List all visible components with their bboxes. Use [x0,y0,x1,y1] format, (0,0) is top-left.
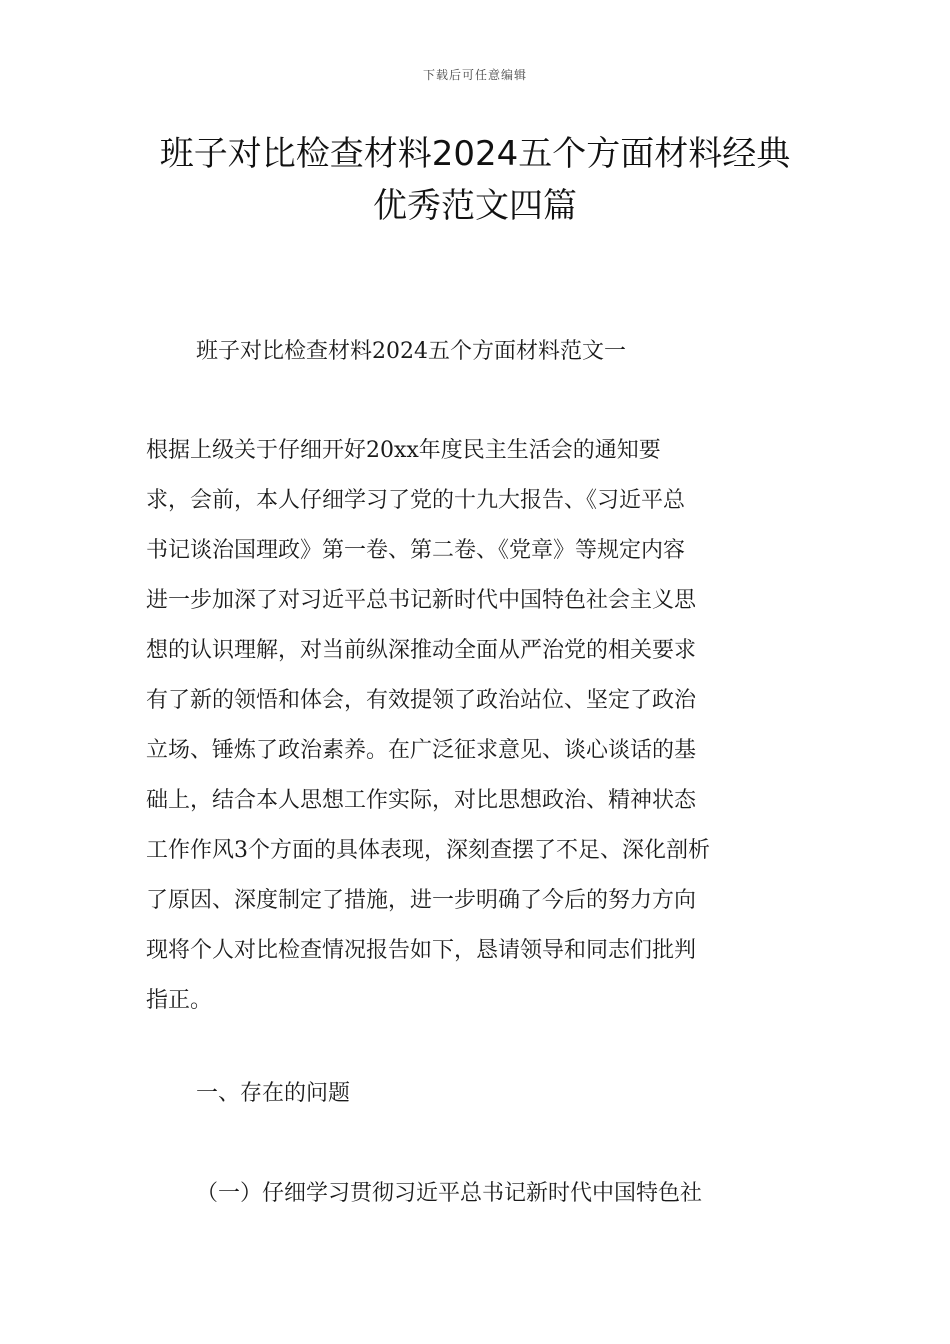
body-line: 指正。 [146,988,213,1013]
article-subtitle: 班子对比检查材料2024五个方面材料范文一 [196,339,626,364]
header-note: 下载后可任意编辑 [422,68,527,82]
body-line: 立场、锤炼了政治素养。在广泛征求意见、谈心谈话的基 [146,738,697,763]
body-line: 工作作风3个方面的具体表现，深刻查摆了不足、深化剖析 [146,838,710,863]
document-title [120,128,830,232]
body-paragraph [102,426,808,1026]
body-line: 现将个人对比检查情况报告如下，恳请领导和同志们批判 [146,938,697,963]
body-line: 根据上级关于仔细开好20xx年度民主生活会的通知要 [102,438,661,463]
body-line: 进一步加深了对习近平总书记新时代中国特色社会主义思 [146,588,697,613]
subsection-heading: （一）仔细学习贯彻习近平总书记新时代中国特色社 [196,1181,703,1206]
body-line: 有了新的领悟和体会，有效提领了政治站位、坚定了政治 [146,688,697,713]
body-line: 础上，结合本人思想工作实际，对比思想政治、精神状态 [146,788,697,813]
body-line: 求，会前，本人仔细学习了党的十九大报告、《习近平总 [146,488,686,513]
body-line: 想的认识理解，对当前纵深推动全面从严治党的相关要求 [146,638,697,663]
title-line-1: 班子对比检查材料2024五个方面材料经典 [159,134,791,174]
body-line: 了原因、深度制定了措施，进一步明确了今后的努力方向 [146,888,697,913]
body-line: 书记谈治国理政》第一卷、第二卷、《党章》等规定内容 [146,538,686,563]
section-heading: 一、存在的问题 [196,1081,351,1106]
title-line-2: 优秀范文四篇 [373,186,577,226]
